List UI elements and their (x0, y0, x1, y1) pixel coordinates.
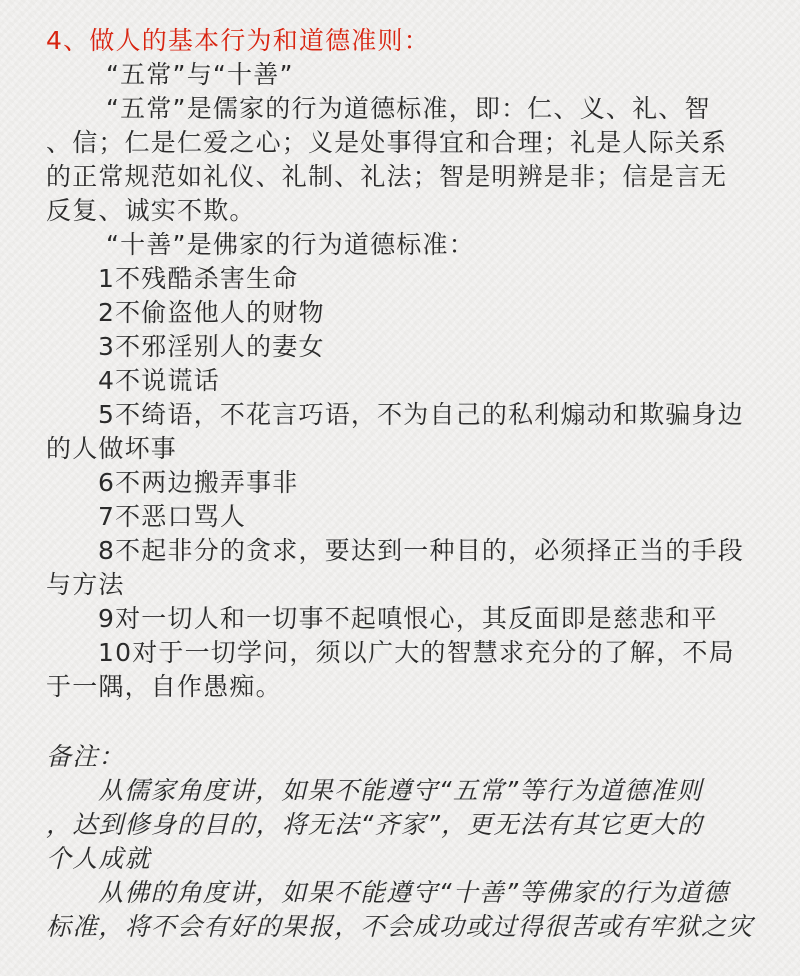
shishan-item-3: 3不邪淫别人的妻女 (98, 332, 325, 361)
shishan-item-8-cont: 与方法 (46, 570, 125, 599)
shishan-item-6: 6不两边搬弄事非 (98, 468, 299, 497)
shishan-item-5: 5不绮语，不花言巧语，不为自己的私利煽动和欺骗身边 (98, 400, 744, 429)
shishan-item-7: 7不恶口骂人 (98, 502, 247, 531)
shishan-item-10: 10对于一切学问，须以广大的智慧求充分的了解，不局 (98, 638, 735, 667)
section-spacer (46, 704, 760, 740)
shishan-item-5-cont: 的人做坏事 (46, 434, 178, 463)
note-label: 备注： (46, 742, 125, 771)
shishan-item-2: 2不偷盗他人的财物 (98, 298, 325, 327)
shishan-item-8: 8不起非分的贪求，要达到一种目的，必须择正当的手段 (98, 536, 744, 565)
note-line-3: 个人成就 (46, 844, 151, 873)
note-line-4: 从佛的角度讲，如果不能遵守“十善”等佛家的行为道德 (98, 878, 729, 907)
wuchang-line-3: 的正常规范如礼仪、礼制、礼法；智是明辨是非；信是言无 (46, 162, 728, 191)
wuchang-line-1: “五常”是儒家的行为道德标准，即：仁、义、礼、智 (106, 94, 711, 123)
shishan-item-1: 1不残酷杀害生命 (98, 264, 299, 293)
note-line-2: ，达到修身的目的，将无法“齐家”，更无法有其它更大的 (46, 810, 704, 839)
shishan-item-4: 4不说谎话 (98, 366, 220, 395)
shishan-item-9: 9对一切人和一切事不起嗔恨心，其反面即是慈悲和平 (98, 604, 718, 633)
shishan-intro: “十善”是佛家的行为道德标准： (106, 230, 475, 259)
shishan-item-10-cont: 于一隅，自作愚痴。 (46, 672, 282, 701)
section-heading: 4、做人的基本行为和道德准则： (46, 26, 430, 55)
wuchang-line-4: 反复、诚实不欺。 (46, 196, 256, 225)
subheading: “五常”与“十善” (106, 60, 294, 89)
note-line-5: 标准，将不会有好的果报，不会成功或过得很苦或有牢狱之灾 (46, 912, 754, 941)
note-line-1: 从儒家角度讲，如果不能遵守“五常”等行为道德准则 (98, 776, 703, 805)
wuchang-line-2: 、信；仁是仁爱之心；义是处事得宜和合理；礼是人际关系 (46, 128, 728, 157)
